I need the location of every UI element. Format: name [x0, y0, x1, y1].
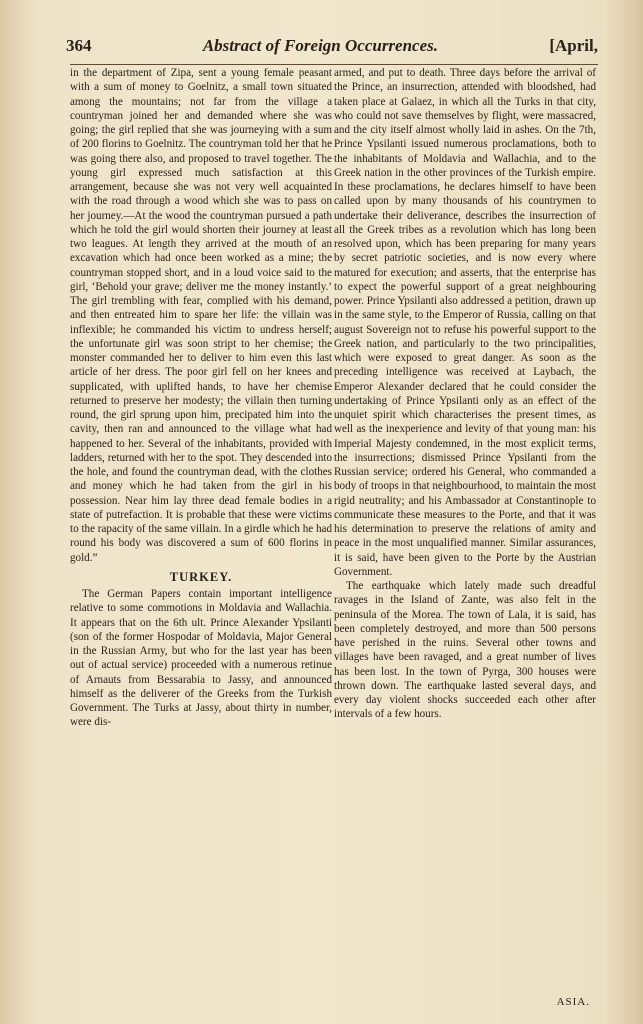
month-marker: [April, [549, 36, 598, 55]
left-paragraph-2: The German Papers contain important intelligence relative to some commotions in Moldavia and Wallachia. It appears that on the 6th ult. Prince Alexander Ypsilanti (son of the former Hospodar of Moldavia, Major General in the Russian Army, but who for the last year has been out of actual service) proceeded with a numerous retinue of Arnauts from Bessarabia to Jassy, and announced himself as the deliverer of the Greeks from the Turkish Government. The Turks at Jassy, about thirty in number, were dis- [70, 588, 332, 729]
header-rule [70, 64, 598, 65]
right-column [334, 66, 596, 722]
page-header [66, 36, 598, 62]
left-column [70, 66, 332, 730]
left-paragraph-1: in the department of Zipa, sent a young female peasant with a sum of money to Goelnitz, a small town situated among the mountains; not far from the village a countryman joined her and demanded where she was going; the girl replied that she was journeying with a sum of 200 florins to Goelnitz. The countryman told her that he was going there also, and proposed to travel together. The young girl expressed much satisfaction at this arrangement, because she was not very well acquainted with the road through a wood which she was to pass on her journey.—At the wood the countryman pursued a path which he told the girl would shorten their journey at least two leagues. At length they arrived at the mouth of an excavation which had once been worked as a mine; the countryman stopped short, and in a loud voice said to the girl, ‘Behold your grave; deliver me the money instantly.’ The girl trembling with fear, complied with his demand, and then entreated him to spare her life: the villain was inflexible; he commanded his victim to undress herself; the unfortunate girl was soon stript to her chemise; the monster commanded her to deliver to him even this last article of her dress. The poor girl fell on her knees and supplicated, with uplifted hands, to have her chemise returned to preserve her modesty; the villain then turning round, the girl sprung upon him, precipated him into the cavity, then ran and announced to the village what had happened to her. Several of the inhabitants, provided with ladders, returned with her to the spot. They descended into the hole, and found the countryman dead, with the clothes and money which he had taken from the girl in his possession. Near him lay three dead female bodies in a state of putrefaction. It is probable that these were victims to the rapacity of the same villain. In a girdle which he had round his body was discovered a sum of 600 florins in gold.” [70, 67, 332, 564]
catchword: ASIA. [556, 996, 590, 1008]
section-title-turkey: TURKEY. [169, 569, 233, 584]
right-paragraph-2: The earthquake which lately made such dreadful ravages in the Island of Zante, was also felt in the peninsula of the Morea. The town of Lala, it is said, has been completely destroyed, and more than 500 persons have perished in the ruins. Several other towns and villages have been ravaged, and a great number of lives has been lost. In the town of Pyrga, 300 houses were thrown down. The earthquake lasted several days, and every day violent shocks succeeded each other after intervals of a few hours. [334, 580, 596, 721]
running-title: Abstract of Foreign Occurrences. [202, 36, 439, 55]
right-paragraph-1: armed, and put to death. Three days before the arrival of the Prince, an insurrection, attended with bloodshed, had taken place at Galaez, in which all the Turks in that city, who could not save themselves by flight, were massacred, and the city itself almost wholly laid in ashes. On the 7th, Prince Ypsilanti issued numerous proclamations, both to the inhabitants of Moldavia and Wallachia, and to the Greek nation in the other provinces of the Turkish empire. In these proclamations, he declares himself to have been called upon by many thousands of his countrymen to undertake their deliverance, describes the insurrection of all the Greek tribes as a revolution which has long been resolved upon, which has been preparing for many years by secret patriotic societies, and is now every where matured for execution; and asserts, that the enterprise has to expect the powerful support of a great neighbouring power. Prince Ypsilanti also addressed a petition, drawn up in the same style, to the Emperor of Russia, calling on that august Sovereign not to refuse his powerful support to the Greek nation, and particularly to the two principalities, which were exposed to great danger. As soon as the preceding intelligence was received at Laybach, the Emperor Alexander declared that he could consider the undertaking of Prince Ypsilanti only as an effect of the unquiet spirit which characterises the present times, as well as the inexperience and levity of that young man: his Imperial Majesty condemned, in the most explicit terms, the insurrections; dismissed Prince Ypsilanti from the Russian service; ordered his General, who commanded a body of troops in that neighbourhood, to maintain the most rigid neutrality; and his Ambassador at Constantinople to communicate these measures to the Porte, and that it was his determination to preserve the relations of amity and peace in the most unqualified manner. Similar assurances, it is said, have been given to the Porte by the Austrian Government. [334, 67, 596, 578]
page-number: 364 [66, 36, 92, 55]
